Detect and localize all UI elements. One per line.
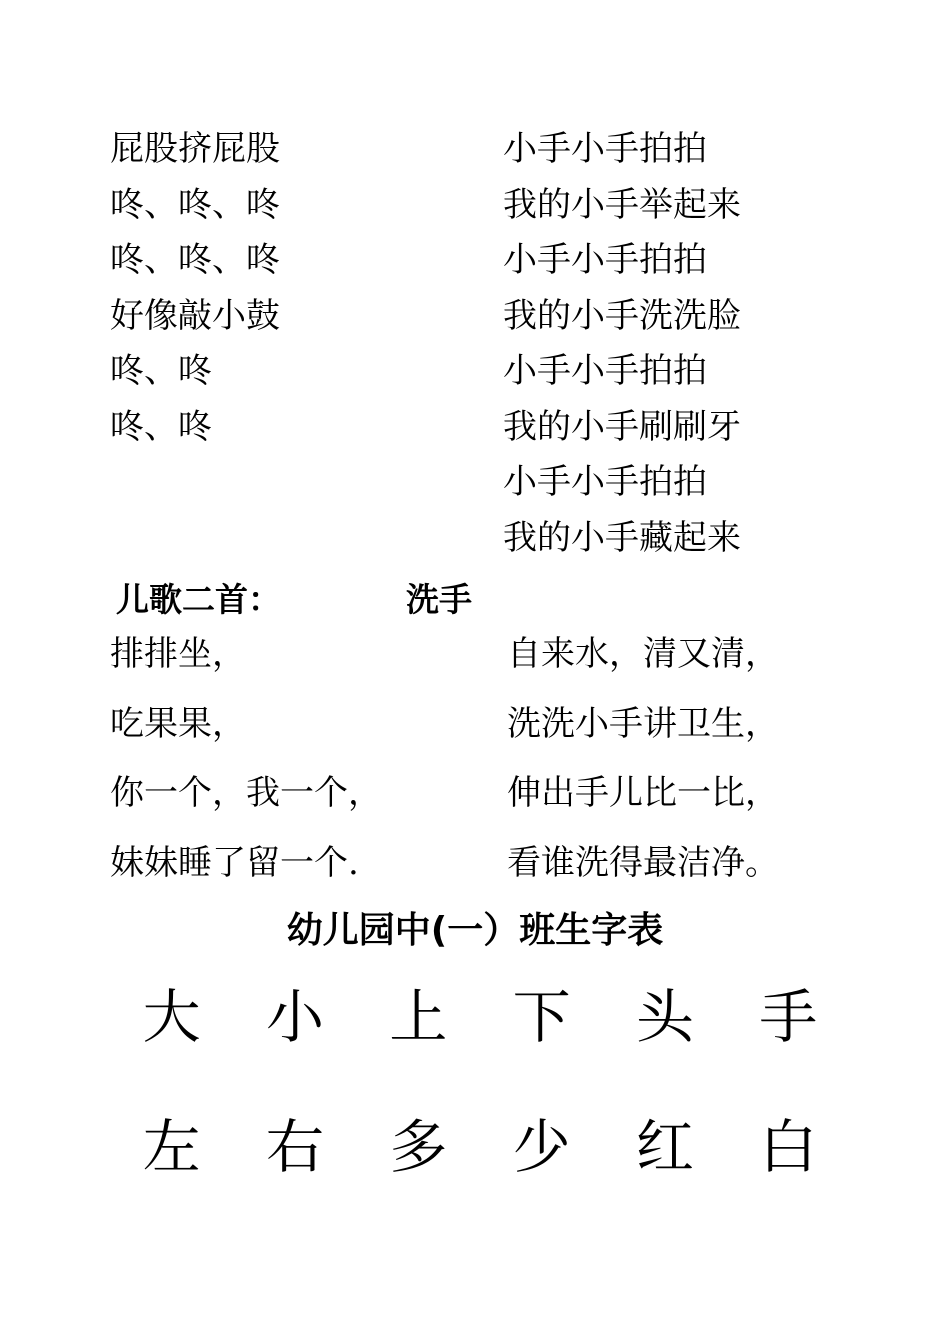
section-title: 洗手 (406, 580, 472, 619)
poem-line: 伸出手儿比一比， (507, 773, 779, 813)
char-table-row (110, 982, 850, 1052)
poem2-left-column (110, 620, 382, 898)
char-cell: 左 (142, 1113, 201, 1181)
poem-line: 小手小手拍拍 (503, 240, 707, 280)
char-cell: 手 (759, 983, 818, 1051)
char-cell: 下 (512, 983, 571, 1051)
poem-line: 小手小手拍拍 (503, 351, 707, 391)
poem-line: 我的小手举起来 (503, 184, 741, 225)
char-cell: 少 (512, 1113, 571, 1181)
poem-line: 屁股挤屁股 (110, 129, 280, 169)
poem-line: 我的小手洗洗脸 (503, 295, 741, 336)
char-cell: 多 (389, 1113, 448, 1181)
char-cell: 右 (265, 1113, 324, 1181)
char-cell: 头 (635, 983, 694, 1051)
poem2-right-column (507, 620, 779, 898)
poem-line: 咚、咚 (110, 351, 212, 391)
char-table-row (110, 1112, 850, 1182)
poem-line: 妹妹睡了留一个. (110, 842, 359, 883)
section-label: 儿歌二首： (116, 580, 281, 619)
poem-line: 好像敲小鼓 (110, 295, 280, 336)
poem-line: 你一个，我一个， (110, 773, 382, 813)
poem-line: 我的小手藏起来 (503, 517, 741, 558)
poem-line: 我的小手刷刷牙 (503, 406, 741, 447)
char-cell: 白 (759, 1113, 818, 1181)
poem-line: 小手小手拍拍 (503, 129, 707, 169)
poem-line: 自来水，清又清， (507, 634, 779, 674)
poem-line: 吃果果， (110, 703, 246, 744)
poem-line: 排排坐， (110, 634, 246, 674)
poem-line: 咚、咚 (110, 406, 212, 447)
poem-line: 小手小手拍拍 (503, 462, 707, 502)
char-cell: 小 (265, 983, 324, 1051)
poem1-left-column (110, 122, 280, 455)
poem-line: 咚、咚、咚 (110, 184, 280, 225)
poem-line: 洗洗小手讲卫生， (507, 703, 779, 744)
char-table-title: 幼儿园中(一）班生字表 (286, 910, 664, 951)
poem-line: 看谁洗得最洁净。 (507, 842, 779, 883)
char-cell: 红 (635, 1113, 694, 1181)
char-cell: 大 (142, 983, 201, 1051)
poem-line: 咚、咚、咚 (110, 240, 280, 280)
char-cell: 上 (389, 983, 448, 1051)
poem1-right-column (503, 122, 741, 566)
